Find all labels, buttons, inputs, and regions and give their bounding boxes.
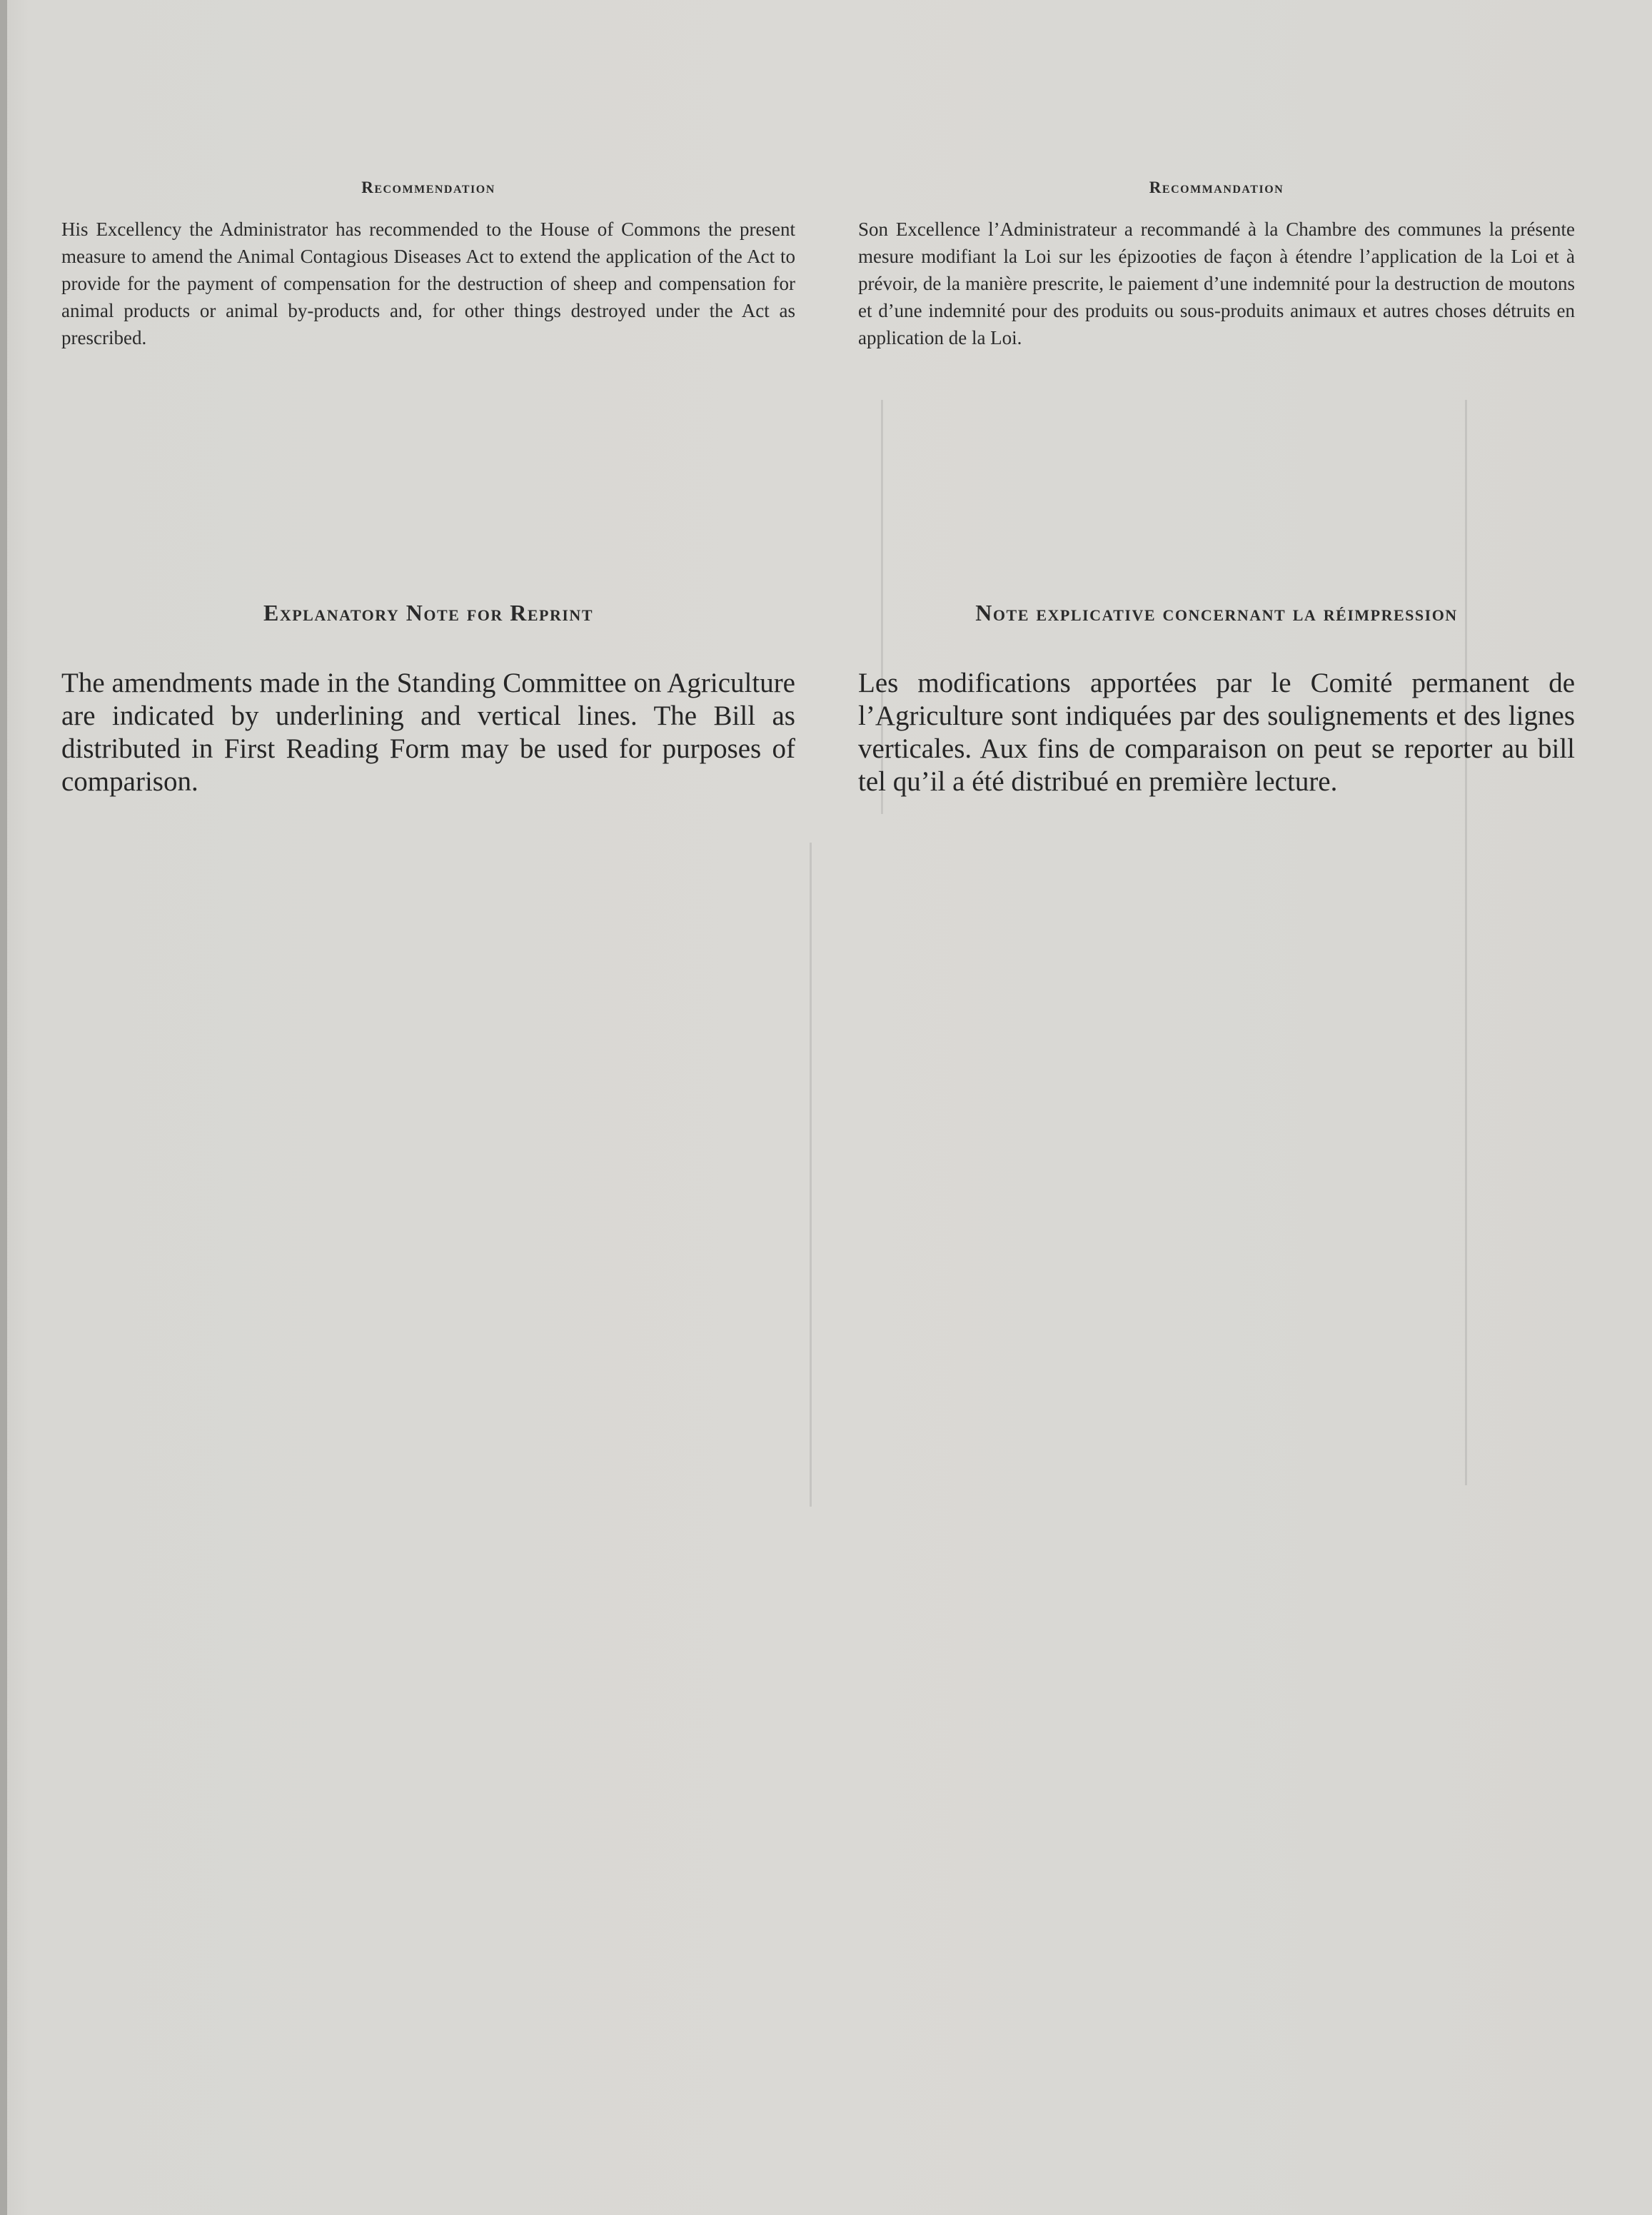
recommendation-text-en: His Excellency the Administrator has recommended to the House of Commons the present measure to amend the Animal Contagious Diseases Act to extend the application of the Act to provide for the payment of compensation for the destruction of sheep and compensation for animal products or animal by-products and, for other things destroyed under the Act as prescribed. bbox=[61, 219, 795, 348]
bleed-through-rule bbox=[810, 843, 812, 1507]
recommendation-heading-en: Recommendation bbox=[361, 179, 495, 196]
page-binding-edge bbox=[0, 0, 7, 2215]
french-column bbox=[858, 179, 1575, 797]
english-column bbox=[61, 179, 795, 797]
recommendation-heading-fr: Recommandation bbox=[1149, 179, 1284, 196]
explanatory-note-text-en: The amendments made in the Standing Committee on Agriculture are indicated by underlining and vertical lines. The Bill as distributed in First Reading Form may be used for purposes of comparison. bbox=[61, 668, 795, 797]
explanatory-note-heading-en: Explanatory Note for Reprint bbox=[263, 600, 593, 626]
explanatory-note-text-fr: Les modifications apportées par le Comité permanent de l’Agriculture sont indiquées par des soulignements et des lignes verticales. Aux fins de comparaison on peut se reporter au bill tel qu’il a été distribué en première lecture. bbox=[858, 668, 1575, 797]
bleed-through-rule bbox=[1465, 400, 1467, 1485]
explanatory-note-heading-fr: Note explicative concernant la réimpression bbox=[975, 600, 1458, 626]
recommendation-text-fr: Son Excellence l’Administrateur a recommandé à la Chambre des communes la présente mesure modifiant la Loi sur les épizooties de façon à étendre l’application de la Loi et à prévoir, de la manière prescrite, le paiement d’une indemnité pour la destruction de moutons et d’une indemnité pour des produits ou sous-produits animaux et autres choses détruits en application de la Loi. bbox=[858, 219, 1575, 348]
